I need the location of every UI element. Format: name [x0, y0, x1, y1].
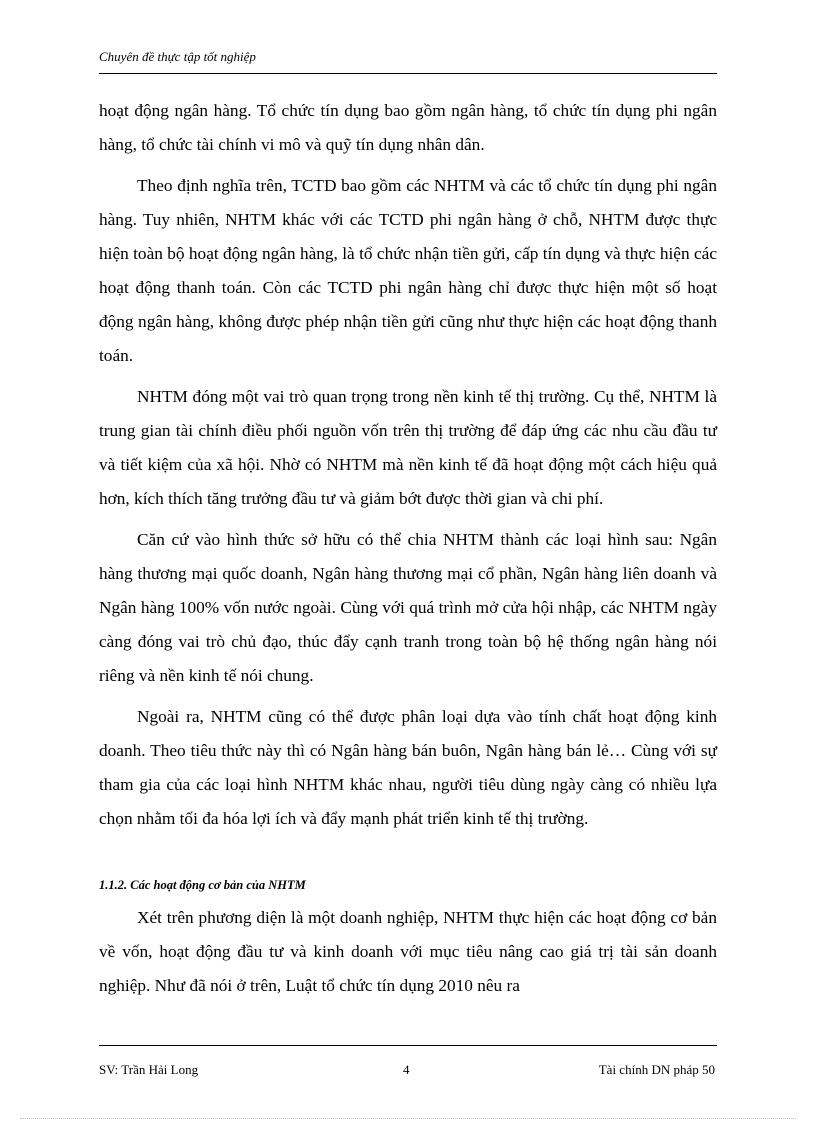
paragraph-business-types: Ngoài ra, NHTM cũng có thể được phân loại dựa vào tính chất hoạt động kinh doanh. Theo tiêu thức này thì có Ngân hàng bán buôn, Ngân hàng bán lẻ… Cùng với sự tham gia của các loại hình NHTM khác nhau, người tiêu dùng ngày càng có nhiều lựa chọn nhằm tối đa hóa lợi ích và đẩy mạnh phát triển kinh tế thị trường. — [99, 707, 717, 828]
page-footer — [99, 1045, 717, 1089]
paragraph-basic-activities: Xét trên phương diện là một doanh nghiệp, NHTM thực hiện các hoạt động cơ bản về vốn, hoạt động đầu tư và kinh doanh với mục tiêu nâng cao giá trị tài sản doanh nghiệp. Như đã nói ở trên, Luật tổ chức tín dụng 2010 nêu ra — [99, 908, 717, 995]
paragraph-nhtm-role: NHTM đóng một vai trò quan trọng trong nền kinh tế thị trường. Cụ thể, NHTM là trung gian tài chính điều phối nguồn vốn trên thị trường để đáp ứng các nhu cầu đầu tư và tiết kiệm của xã hội. Nhờ có NHTM mà nền kinh tế đã hoạt động một cách hiệu quả hơn, kích thích tăng trưởng đầu tư và giảm bớt được thời gian và chi phí. — [99, 387, 717, 508]
page-edge-divider — [20, 1118, 796, 1119]
paragraph-continuation: hoạt động ngân hàng. Tổ chức tín dụng bao gồm ngân hàng, tổ chức tín dụng phi ngân hàng, tổ chức tài chính vi mô và quỹ tín dụng nhân dân. — [99, 101, 717, 154]
running-title: Chuyên đề thực tập tốt nghiệp — [99, 49, 256, 64]
footer-class: Tài chính DN pháp 50 — [598, 1062, 715, 1077]
paragraph-tctd-definition: Theo định nghĩa trên, TCTD bao gồm các NHTM và các tổ chức tín dụng phi ngân hàng. Tuy nhiên, NHTM khác với các TCTD phi ngân hàng ở chỗ, NHTM được thực hiện toàn bộ hoạt động ngân hàng, là tổ chức nhận tiền gửi, cấp tín dụng và thực hiện các hoạt động thanh toán. Còn các TCTD phi ngân hàng chỉ được thực hiện một số hoạt động ngân hàng, không được phép nhận tiền gửi cũng như thực hiện các hoạt động thanh toán. — [99, 176, 717, 365]
footer-student: SV: Trần Hải Long — [99, 1062, 199, 1077]
footer-page-number: 4 — [403, 1062, 410, 1077]
section-heading: 1.1.2. Các hoạt động cơ bản của NHTM — [99, 878, 306, 892]
body-text — [99, 94, 717, 843]
section-body — [99, 901, 717, 1003]
paragraph-ownership-types: Căn cứ vào hình thức sở hữu có thể chia NHTM thành các loại hình sau: Ngân hàng thương mại quốc doanh, Ngân hàng thương mại cổ phần, Ngân hàng liên doanh và Ngân hàng 100% vốn nước ngoài. Cùng với quá trình mở cửa hội nhập, các NHTM ngày càng đóng vai trò chủ đạo, thúc đẩy cạnh tranh trong toàn bộ hệ thống ngân hàng nói riêng và nền kinh tế nói chung. — [99, 530, 717, 685]
page-header — [99, 48, 717, 74]
